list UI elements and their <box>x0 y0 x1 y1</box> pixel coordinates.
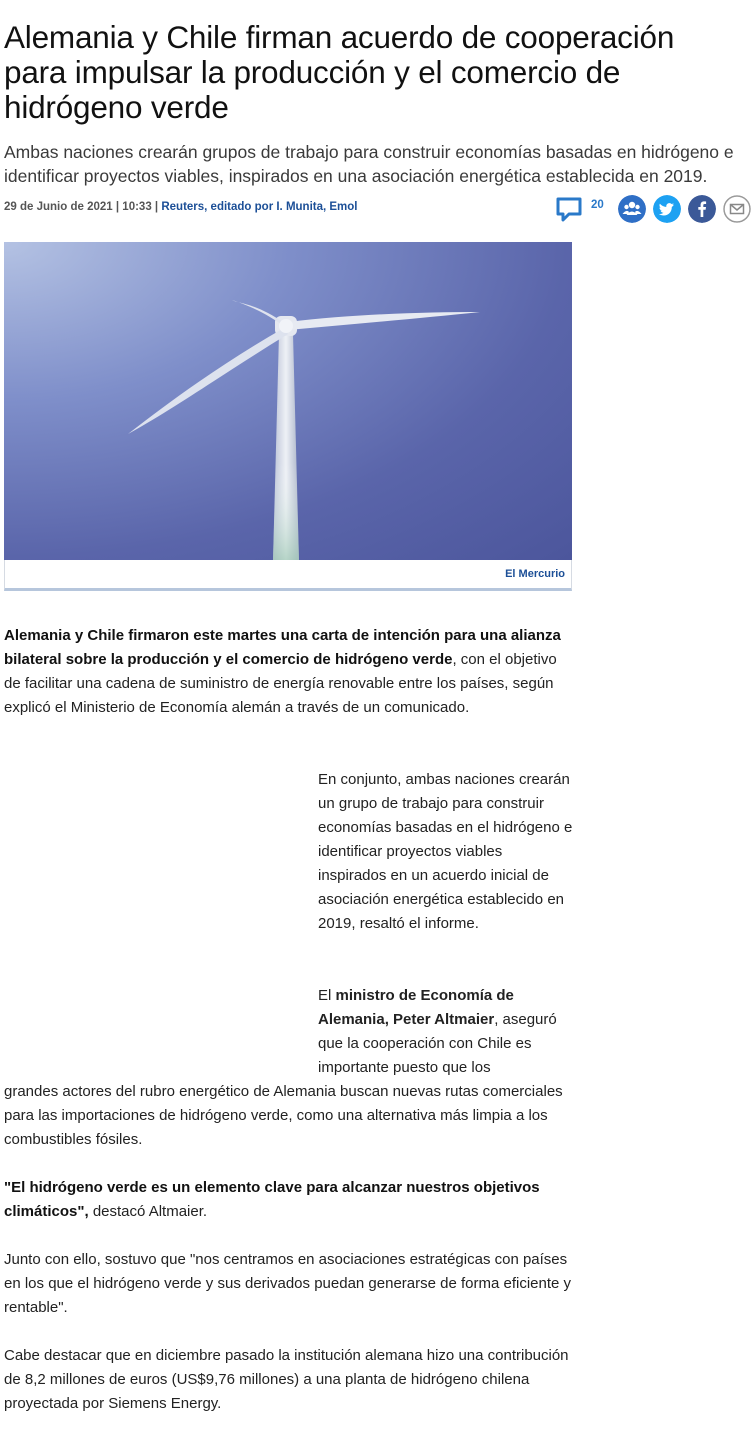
paragraph-1 <box>4 624 574 720</box>
paragraph-4-text: destacó Altmaier. <box>88 1203 208 1220</box>
twitter-icon[interactable] <box>653 195 681 223</box>
paragraph-3-bold: ministro de Economía de Alemania, Peter Altmaier <box>318 987 514 1028</box>
paragraph-1-bold: Alemania y Chile firmaron este martes una carta de intención para una alianza bilateral sobre la producción y el comercio de hidrógeno verde <box>4 627 561 668</box>
article-figure <box>4 242 575 591</box>
paragraph-3-full: grandes actores del rubro energético de Alemania buscan nuevas rutas comerciales para las importaciones de hidrógeno verde, como una alternativa más limpia a los combustibles fósiles. <box>4 1083 563 1148</box>
paragraph-3-column <box>318 984 574 1080</box>
wind-turbine-photo <box>4 242 572 560</box>
comment-count[interactable]: 20 <box>591 199 604 211</box>
speech-bubble-icon[interactable] <box>556 196 582 222</box>
paragraph-1-text: , con el objetivo de facilitar una cadena de suministro de energía renovable entre los países, según explicó el Ministerio de Economía alemán a través de un comunicado. <box>4 651 557 716</box>
paragraph-4-bold: "El hidrógeno verde es un elemento clave para alcanzar nuestros objetivos climáticos", <box>4 1179 540 1220</box>
social-bar <box>556 194 750 224</box>
article-title: Alemania y Chile firman acuerdo de cooperación para impulsar la producción y el comercio de hidrógeno verde <box>4 19 675 125</box>
article-time: 10:33 <box>122 201 152 213</box>
paragraph-5: Junto con ello, sostuvo que "nos centramos en asociaciones estratégicas con países en los que el hidrógeno verde y sus derivados puedan generarse de forma eficiente y rentable". <box>4 1251 572 1316</box>
article-author[interactable]: Reuters, editado por I. Munita, Emol <box>161 201 358 213</box>
paragraph-3-col-text: , aseguró que la cooperación con Chile es importante puesto que los <box>318 1011 557 1076</box>
photo-caption: El Mercurio <box>4 560 572 591</box>
paragraph-4 <box>4 1176 574 1224</box>
paragraph-2: En conjunto, ambas naciones crearán un grupo de trabajo para construir economías basadas en el hidrógeno e identificar proyectos viables inspirados en un acuerdo inicial de asociación energética establecido en 2019, resaltó el informe. <box>318 771 573 932</box>
article-meta: 29 de Junio de 2021 | 10:33 | Reuters, editado por I. Munita, Emol <box>4 201 358 213</box>
article-date: 29 de Junio de 2021 <box>4 201 113 213</box>
facebook-icon[interactable] <box>688 195 716 223</box>
paragraph-3-pre: El <box>318 987 336 1004</box>
paragraph-6: Cabe destacar que en diciembre pasado la institución alemana hizo una contribución de 8,2 millones de euros (US$9,76 millones) a una planta de hidrógeno chilena proyectada por Siemens Energy. <box>4 1347 569 1412</box>
article-lead: Ambas naciones crearán grupos de trabajo para construir economías basadas en hidrógeno e identificar proyectos viables, inspirados en una asociación energética establecida en 2019. <box>4 142 734 186</box>
envelope-icon[interactable] <box>723 195 751 223</box>
people-icon[interactable] <box>618 195 646 223</box>
